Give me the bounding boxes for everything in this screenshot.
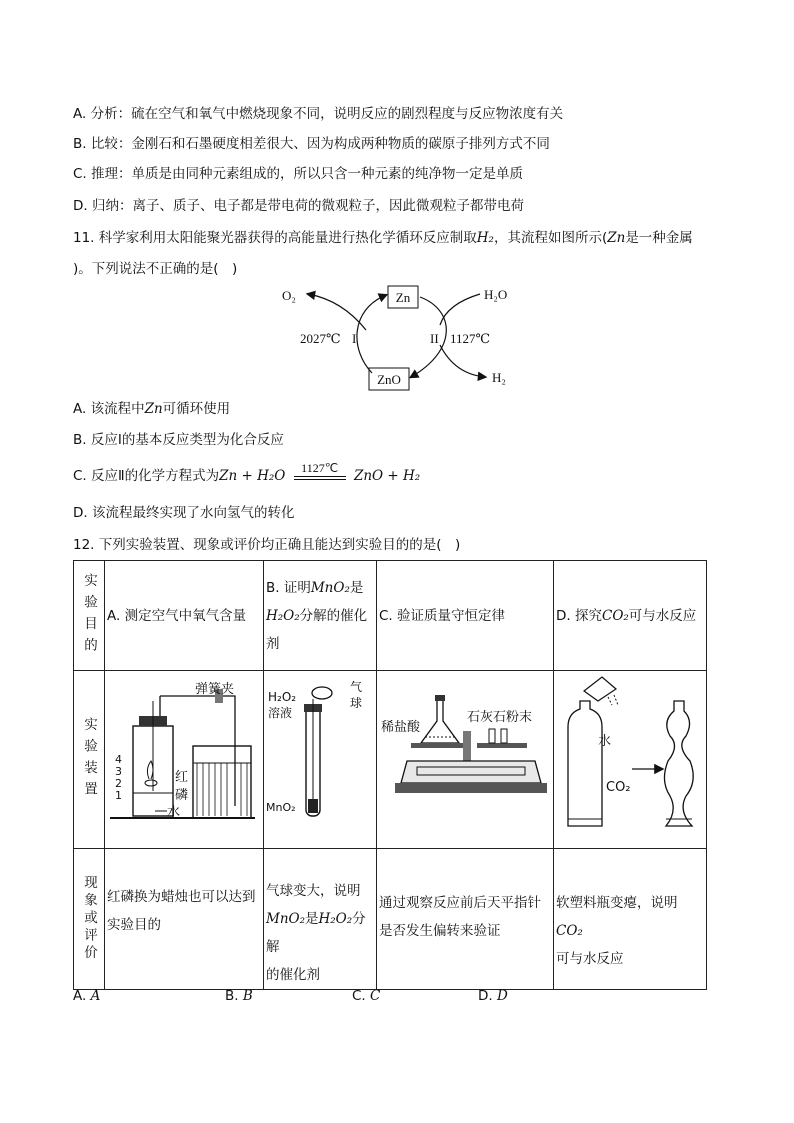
h2o-line (440, 294, 480, 325)
device-b-cell (264, 671, 377, 849)
zn-label: Zn (395, 290, 411, 305)
temp-1127-label: 1127℃ (450, 331, 491, 346)
o2-label: O₂ (282, 288, 296, 303)
purpose-b (264, 561, 377, 671)
q11-option-d: D. 该流程最终实现了水向氢气的转化 (73, 505, 295, 521)
label-red: 红 (175, 770, 189, 785)
label-water: 水 (167, 805, 181, 820)
flame-icon (147, 761, 153, 779)
row-header-purpose: 实验目的 (74, 561, 105, 671)
q11-option-a-zn: Zn (144, 401, 163, 417)
label-solution: 溶液 (268, 706, 293, 720)
purpose-c: C. 验证质量守恒定律 (377, 561, 554, 671)
q11-option-c-lhs: Zn + H₂O (219, 468, 286, 484)
flask-icon (421, 699, 459, 743)
label-mark-1: 1 (115, 789, 122, 802)
evaluation-b-line3: 的催化剂 (266, 967, 320, 983)
purpose-d-pre: D. 探究 (556, 607, 602, 624)
purpose-a: A. 测定空气中氧气含量 (105, 561, 264, 671)
h2-arrow (440, 345, 485, 377)
balloon-icon (312, 687, 332, 699)
evaluation-d-line2: 可与水反应 (556, 951, 624, 967)
device-a-drawing (105, 671, 259, 839)
choice-d-value: D (496, 988, 508, 1004)
evaluation-d-co2: CO₂ (556, 923, 583, 939)
q11-option-a-pre: A. 该流程中 (73, 401, 145, 417)
q11-equation-condition (294, 461, 346, 480)
reaction-2-label: II (430, 331, 439, 346)
crushed-bottle-icon (664, 701, 693, 826)
label-mno2: MnO₂ (266, 801, 296, 814)
evaluation-d-line1: 软塑料瓶变瘪，说明 (556, 895, 678, 911)
row-header-evaluation: 现象或评价 (74, 849, 105, 990)
label-spring-clip: 弹簧夹 (195, 682, 235, 697)
temp-2027-label: 2027℃ (300, 331, 341, 346)
choice-c-value: C (370, 988, 381, 1004)
h2o-label: H₂O (484, 287, 508, 302)
q11-stem-line2: )。下列说法不正确的是( ) (73, 261, 238, 277)
q11-stem-text-b: ，其流程如图所示( (493, 230, 608, 246)
q11-option-c-pre: C. 反应Ⅱ的化学方程式为 (73, 468, 220, 484)
purpose-d-co2: CO₂ (601, 607, 629, 624)
device-d-drawing (554, 671, 706, 839)
evaluation-b-mno2: MnO₂ (266, 911, 305, 927)
row-header-device: 实验装置 (74, 671, 105, 849)
q11-stem-text-c: 是一种金属 (625, 230, 693, 246)
purpose-b-post: 分解的催化剂 (266, 607, 368, 652)
q11-equation-condition-text: 1127℃ (301, 461, 339, 475)
label-mark-3: 3 (115, 765, 122, 778)
purpose-b-h2o2: H₂O₂ (266, 607, 300, 624)
q11-option-c (73, 461, 421, 486)
reaction-1-label: I (352, 331, 357, 346)
q11-option-a (73, 399, 230, 419)
q11-option-a-post: 可循环使用 (162, 401, 231, 417)
q12-choice-d[interactable] (478, 988, 508, 1004)
zno-label: ZnO (377, 372, 401, 387)
purpose-d-post: 可与水反应 (628, 607, 697, 624)
label-phosphorus: 磷 (175, 788, 189, 803)
choice-c-letter: C. (352, 988, 371, 1004)
o2-arrow (308, 294, 366, 330)
q11-option-b: B. 反应Ⅰ的基本反应类型为化合反应 (73, 432, 284, 448)
q11-stem-h2: H₂ (476, 230, 494, 246)
label-water: 水 (598, 734, 612, 749)
evaluation-c: 通过观察反应前后天平指针是否发生偏转来验证 (377, 849, 554, 990)
label-gas: 气 (350, 680, 363, 694)
reaction-2-arrow (411, 297, 446, 377)
table-row-evaluation (74, 849, 707, 990)
q12-choice-b[interactable] (225, 988, 253, 1004)
evaluation-b (264, 849, 377, 990)
label-mark-2: 2 (115, 777, 122, 790)
choice-a-letter: A. (73, 988, 91, 1004)
device-c-cell (377, 671, 554, 849)
purpose-b-mid: 是 (349, 579, 364, 596)
label-limestone-powder: 石灰石粉末 (467, 710, 533, 725)
q12-choice-a[interactable] (73, 988, 100, 1004)
purpose-d (554, 561, 707, 671)
q11-stem-zn: Zn (607, 230, 626, 246)
q10-option-b: B. 比较：金刚石和石墨硬度相差很大、因为构成两种物质的碳原子排列方式不同 (73, 136, 550, 152)
balance-icon (401, 761, 541, 783)
device-d-cell (554, 671, 707, 849)
label-ball: 球 (350, 696, 363, 710)
evaluation-b-h2o2: H₂O₂ (318, 911, 353, 927)
device-b-drawing (264, 671, 376, 839)
q11-option-c-rhs: ZnO + H₂ (353, 468, 421, 484)
label-co2: CO₂ (606, 780, 631, 795)
reaction-1-arrow (357, 295, 386, 373)
evaluation-b-line1: 气球变大，说明 (266, 883, 361, 899)
evaluation-b-is: 是 (305, 911, 319, 927)
label-h2o2: H₂O₂ (268, 690, 297, 704)
q11-stem-text-a: 11. 科学家利用太阳能聚光器获得的高能量进行热化学循环反应制取 (73, 230, 477, 246)
choice-d-letter: D. (478, 988, 497, 1004)
device-c-drawing (377, 671, 553, 839)
evaluation-b-post: 分解 (266, 911, 366, 955)
evaluation-d (554, 849, 707, 990)
q11-stem-line1 (73, 228, 693, 248)
evaluation-a: 红磷换为蜡烛也可以达到实验目的 (105, 849, 264, 990)
q12-table (73, 560, 707, 990)
q10-option-d: D. 归纳：离子、质子、电子都是带电荷的微观粒子，因此微观粒子都带电荷 (73, 198, 524, 214)
q12-stem: 12. 下列实验装置、现象或评价均正确且能达到实验目的的是( ) (73, 537, 461, 553)
device-a-cell (105, 671, 264, 849)
choice-b-letter: B. (225, 988, 243, 1004)
q10-option-a: A. 分析：硫在空气和氧气中燃烧现象不同，说明反应的剧烈程度与反应物浓度有关 (73, 106, 564, 122)
beaker-icon (584, 677, 616, 701)
table-row-device (74, 671, 707, 849)
zn-cycle-diagram (280, 280, 540, 392)
q10-option-c: C. 推理：单质是由同种元素组成的，所以只含一种元素的纯净物一定是单质 (73, 166, 524, 182)
bottle-icon (568, 701, 602, 826)
h2-label: H₂ (492, 370, 506, 385)
choice-a-value: A (90, 988, 101, 1004)
choice-b-value: B (242, 988, 253, 1004)
table-row-purpose (74, 561, 707, 671)
label-hydrochloric-acid: 稀盐酸 (381, 720, 421, 735)
q12-choice-c[interactable] (352, 988, 380, 1004)
purpose-b-mno2: MnO₂ (310, 579, 350, 596)
label-mark-4: 4 (115, 753, 122, 766)
purpose-b-pre: B. 证明 (266, 579, 311, 596)
